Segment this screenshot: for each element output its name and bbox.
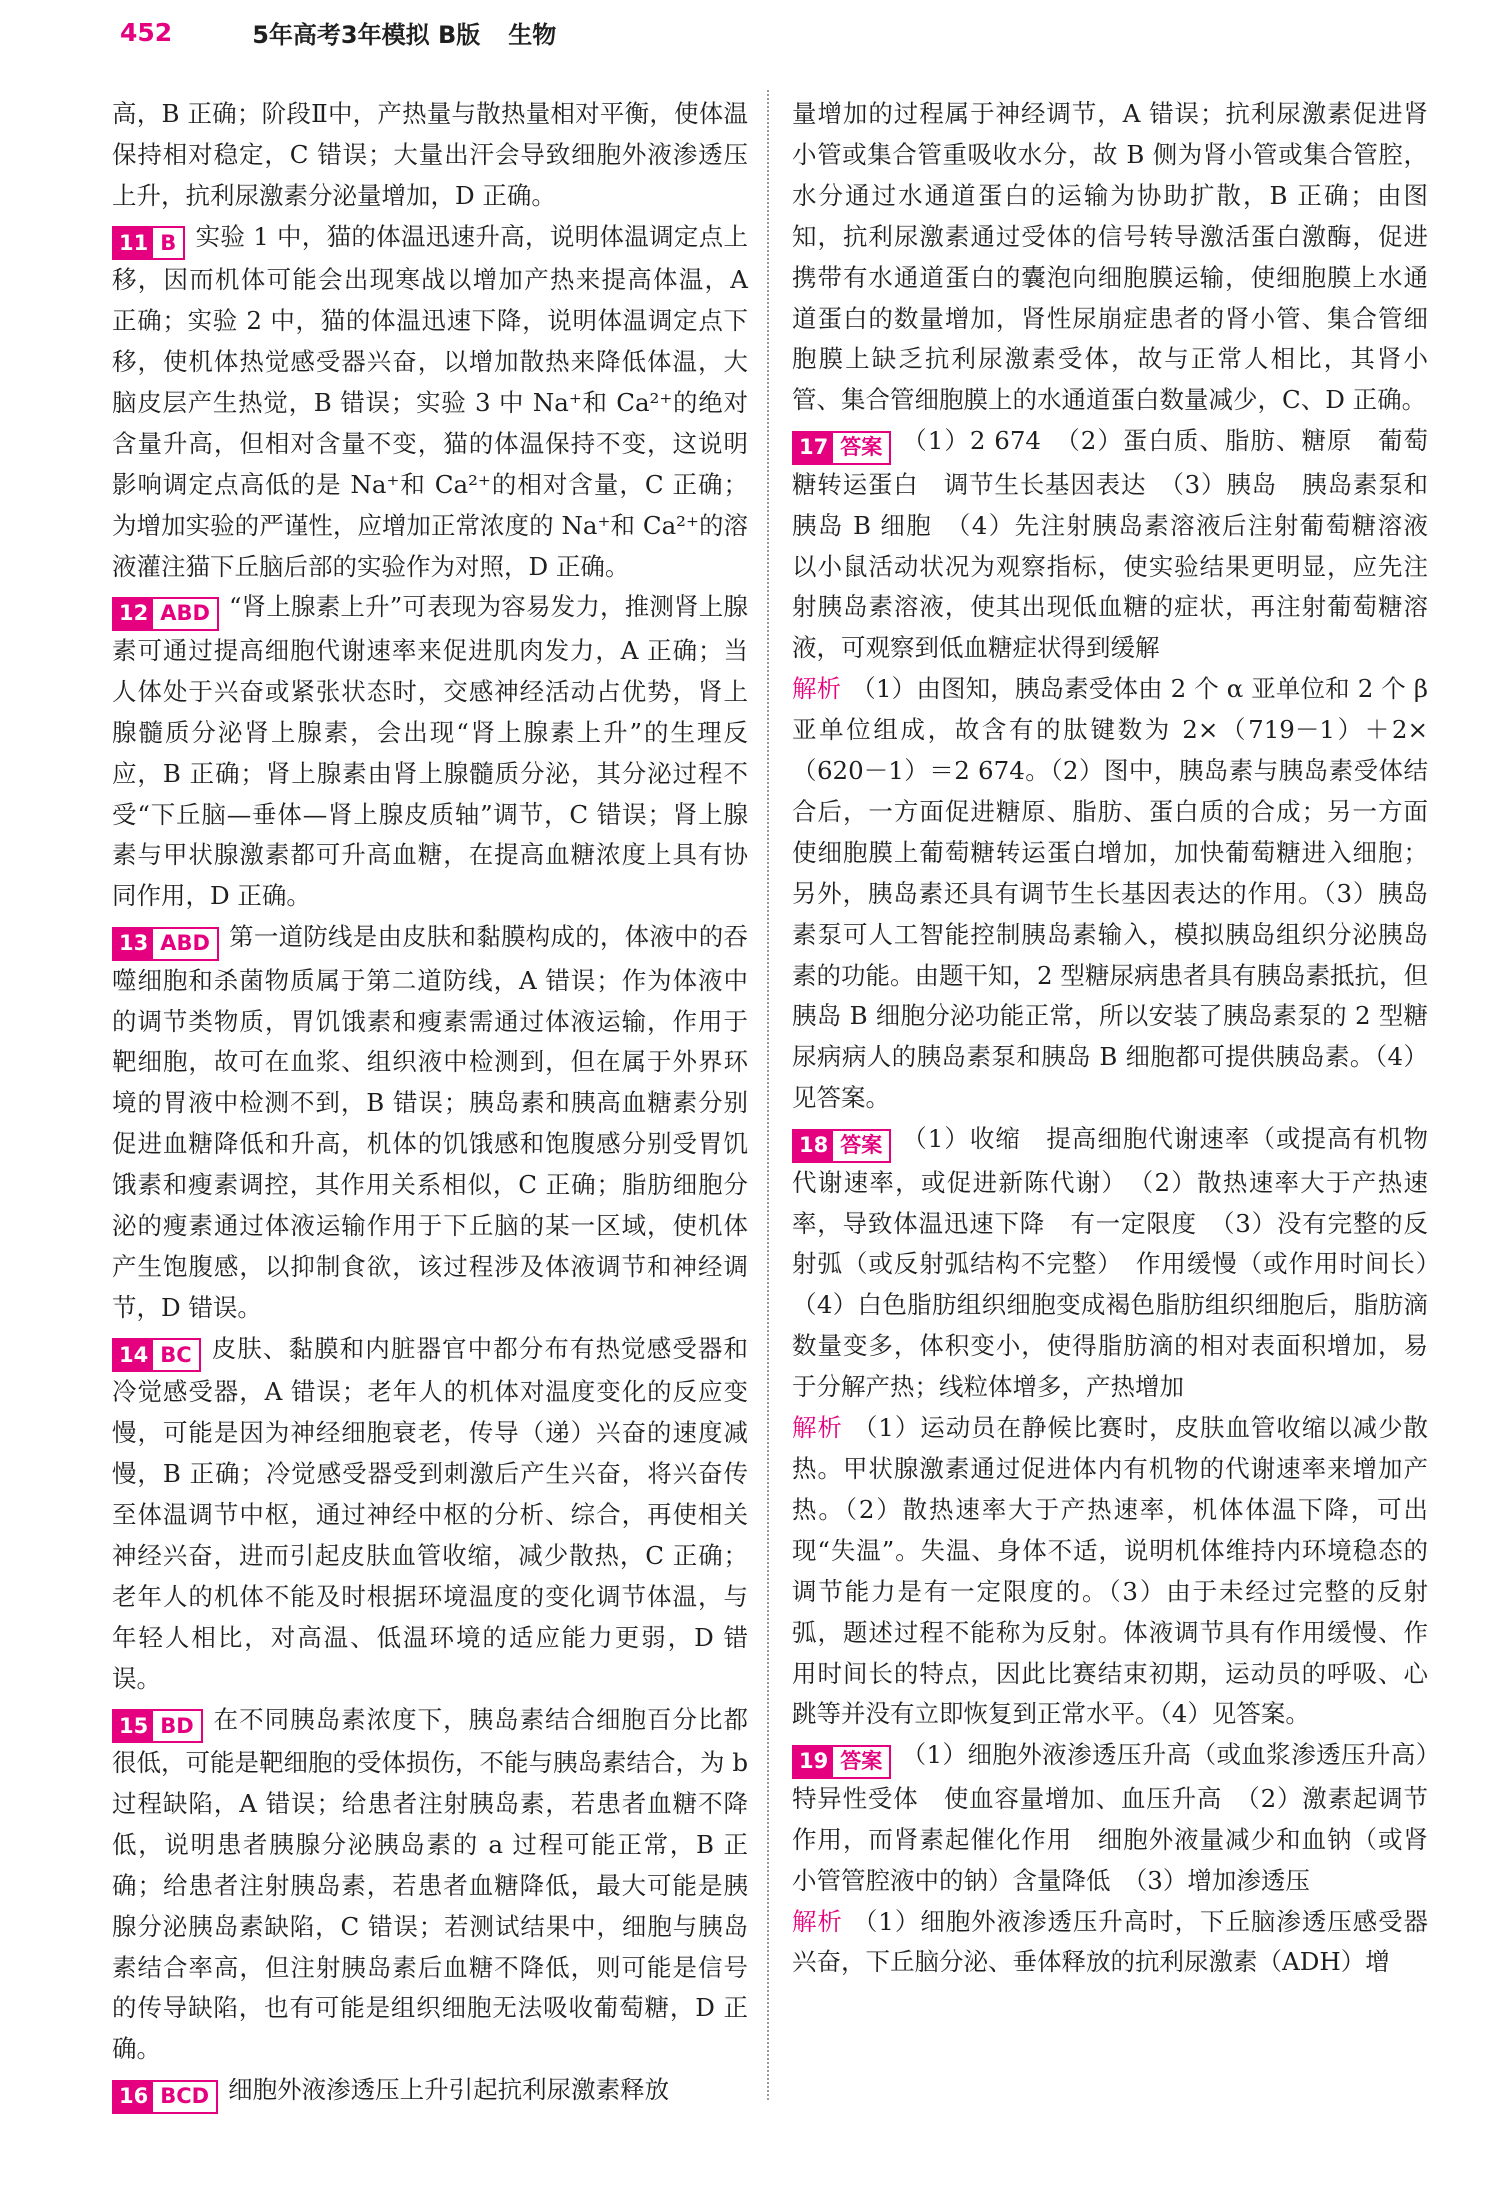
question-number: 12 (114, 599, 153, 629)
question-badge (112, 1338, 201, 1372)
question-badge (112, 927, 219, 961)
answer-text: （1）2 674 （2）蛋白质、脂肪、糖原 葡萄糖转运蛋白 调节生长基因表达 （3）胰岛 胰岛素泵和胰岛 B 细胞 （4）先注射胰岛素溶液后注射葡萄糖溶液 以小鼠活动状况为观察指标，使实验结果更明显，应先注射胰岛素溶液，使其出现低血糖的症状，再注射葡萄糖溶液，可观察到低血糖症状得到缓解 (792, 426, 1453, 663)
answer-label: 答案 (833, 1131, 889, 1161)
analysis-text: （1）细胞外液渗透压升高时，下丘脑渗透压感受器兴奋，下丘脑分泌、垂体释放的抗利尿激素（ADH）增 (792, 1906, 1428, 1977)
answer-item-19 (792, 1735, 1453, 1901)
question-number: 18 (794, 1131, 833, 1161)
book-title: 5年高考3年模拟 B版 (252, 20, 481, 49)
answer-key: BCD (153, 2082, 216, 2112)
answer-item-12 (112, 587, 748, 917)
answer-item-11 (112, 217, 748, 588)
subject-title: 生物 (508, 20, 557, 49)
explanation-text: 在不同胰岛素浓度下，胰岛素结合细胞百分比都很低，可能是靶细胞的受体损伤，不能与胰岛素结合，为 b 过程缺陷，A 错误；给患者注射胰岛素，若患者血糖不降低，说明患者胰腺分泌胰岛素的 a 过程可能正常，B 正确；给患者注射胰岛素，若患者血糖降低，最大可能是胰腺分泌胰岛素缺陷，C 错误；若测试结果中，细胞与胰岛素结合率高，但注射胰岛素后血糖不降低，则可能是信号的传导缺陷，也有可能是组织细胞无法吸收葡萄糖，D 正确。 (112, 1704, 748, 2064)
analysis-18 (792, 1408, 1428, 1735)
question-badge (792, 1745, 891, 1779)
analysis-19 (792, 1902, 1428, 1984)
question-badge (112, 1709, 203, 1743)
explanation-text: “肾上腺素上升”可表现为容易发力，推测肾上腺素可通过提高细胞代谢速率来促进肌肉发力，A 正确；当人体处于兴奋或紧张状态时，交感神经活动占优势，肾上腺髓质分泌肾上腺素，会出现“肾上腺素上升”的生理反应，B 正确；肾上腺素由肾上腺髓质分泌，其分泌过程不受“下丘脑—垂体—肾上腺皮质轴”调节，C 错误；肾上腺素与甲状腺激素都可升高血糖，在提高血糖浓度上具有协同作用，D 正确。 (112, 592, 748, 911)
answer-key: BD (153, 1711, 200, 1741)
question-badge (112, 2080, 218, 2114)
continued-paragraph: 量增加的过程属于神经调节，A 错误；抗利尿激素促进肾小管或集合管重吸收水分，故 B 侧为肾小管或集合管腔，水分通过水通道蛋白的运输为协助扩散，B 正确；由图知，抗利尿激素通过受体的信号转导激活蛋白激酶，促进携带有水通道蛋白的囊泡向细胞膜运输，使细胞膜上水通道蛋白的数量增加，肾性尿崩症患者的肾小管、集合管细胞膜上缺乏抗利尿激素受体，故与正常人相比，其肾小管、集合管细胞膜上的水通道蛋白数量减少，C、D 正确。 (792, 99, 1428, 415)
answer-text: （1）收缩 提高细胞代谢速率（或提高有机物代谢速率，或促进新陈代谢） （2）散热速率大于产热速率，导致体温迅速下降 有一定限度 （3）没有完整的反射弧（或反射弧结构不完整） 作用缓慢（或作用时间长） （4）白色脂肪组织细胞变成褐色脂肪组织细胞后，脂肪滴数量变多，体积变小，使得脂肪滴的相对表面积增加，易于分解产热；线粒体增多，产热增加 (792, 1124, 1453, 1402)
analysis-text: （1）由图知，胰岛素受体由 2 个 α 亚单位和 2 个 β 亚单位组成，故含有的肽键数为 2×（719－1）＋2×（620－1）＝2 674。（2）图中，胰岛素与胰岛素受体结合后，一方面促进糖原、脂肪、蛋白质的合成；另一方面使细胞膜上葡萄糖转运蛋白增加，加快葡萄糖进入细胞；另外，胰岛素还具有调节生长基因表达的作用。（3）胰岛素泵可人工智能控制胰岛素输入，模拟胰岛组织分泌胰岛素的功能。由题干知，2 型糖尿病患者具有胰岛素抵抗，但胰岛 B 细胞分泌功能正常，所以安装了胰岛素泵的 2 型糖尿病病人的胰岛素泵和胰岛 B 细胞都可提供胰岛素。（4）见答案。 (792, 674, 1428, 1113)
continued-paragraph: 高，B 正确；阶段Ⅱ中，产热量与散热量相对平衡，使体温保持相对稳定，C 错误；大量出汗会导致细胞外液渗透压上升，抗利尿激素分泌量增加，D 正确。 (112, 99, 748, 210)
answer-item-18 (792, 1119, 1453, 1408)
answer-label: 答案 (833, 1747, 889, 1777)
analysis-label: 解析 (792, 674, 842, 704)
answer-item-17 (792, 421, 1453, 669)
answer-key: B (153, 228, 183, 258)
question-badge (792, 1129, 891, 1163)
analysis-label: 解析 (792, 1413, 843, 1443)
question-number: 19 (794, 1747, 833, 1777)
answer-key: ABD (153, 599, 217, 629)
analysis-17 (792, 669, 1428, 1119)
answer-key: ABD (153, 929, 217, 959)
explanation-text: 实验 1 中，猫的体温迅速升高，说明体温调定点上移，因而机体可能会出现寒战以增加产热来提高体温，A 正确；实验 2 中，猫的体温迅速下降，说明体温调定点下移，使机体热觉感受器兴奋，以增加散热来降低体温，大脑皮层产生热觉，B 错误；实验 3 中 Na⁺和 Ca²⁺的绝对含量升高，但相对含量不变，猫的体温保持不变，这说明影响调定点高低的是 Na⁺和 Ca²⁺的相对含量，C 正确；为增加实验的严谨性，应增加正常浓度的 Na⁺和 Ca²⁺的溶液灌注猫下丘脑后部的实验作为对照，D 正确。 (112, 221, 748, 581)
question-badge (112, 226, 185, 260)
question-badge (792, 431, 891, 465)
question-number: 17 (794, 433, 833, 463)
analysis-label: 解析 (792, 1906, 843, 1936)
question-number: 15 (114, 1711, 153, 1741)
page-number: 452 (120, 17, 173, 47)
question-number: 11 (114, 228, 153, 258)
question-number: 16 (114, 2082, 153, 2112)
left-column (112, 94, 748, 2114)
answer-label: 答案 (833, 433, 889, 463)
question-number: 13 (114, 929, 153, 959)
answer-item-15 (112, 1700, 748, 2071)
answer-key: BC (153, 1340, 198, 1370)
analysis-text: （1）运动员在静候比赛时，皮肤血管收缩以减少散热。甲状腺激素通过促进体内有机物的代谢速率来增加产热。（2）散热速率大于产热速率，机体体温下降，可出现“失温”。失温、身体不适，说明机体维持内环境稳态的调节能力是有一定限度的。（3）由于未经过完整的反射弧，题述过程不能称为反射。体液调节具有作用缓慢、作用时间长的特点，因此比赛结束初期，运动员的呼吸、心跳等并没有立即恢复到正常水平。（4）见答案。 (792, 1413, 1428, 1729)
answer-text: （1）细胞外液渗透压升高（或血浆渗透压升高） 特异性受体 使血容量增加、血压升高 （2）激素起调节作用，而肾素起催化作用 细胞外液量减少和血钠（或肾小管管腔液中的钠）含量降低 （3）增加渗透压 (792, 1740, 1453, 1895)
column-divider (767, 90, 769, 2100)
question-number: 14 (114, 1340, 153, 1370)
question-badge (112, 597, 219, 631)
answer-item-16 (112, 2070, 748, 2113)
answer-item-13 (112, 917, 748, 1329)
answer-item-14 (112, 1329, 748, 1700)
explanation-text: 细胞外液渗透压上升引起抗利尿激素释放 (228, 2075, 670, 2105)
page-header (120, 10, 556, 54)
explanation-text: 第一道防线是由皮肤和黏膜构成的，体液中的吞噬细胞和杀菌物质属于第二道防线，A 错误；作为体液中的调节类物质，胃饥饿素和瘦素需通过体液运输，作用于靶细胞，故可在血浆、组织液中检测到，但在属于外界环境的胃液中检测不到，B 错误；胰岛素和胰高血糖素分别促进血糖降低和升高，机体的饥饿感和饱腹感分别受胃饥饿素和瘦素调控，其作用关系相似，C 正确；脂肪细胞分泌的瘦素通过体液运输作用于下丘脑的某一区域，使机体产生饱腹感，以抑制食欲，该过程涉及体液调节和神经调节，D 错误。 (112, 922, 748, 1322)
right-column (792, 94, 1453, 1983)
explanation-text: 皮肤、黏膜和内脏器官中都分布有热觉感受器和冷觉感受器，A 错误；老年人的机体对温度变化的反应变慢，可能是因为神经细胞衰老，传导（递）兴奋的速度减慢，B 正确；冷觉感受器受到刺激后产生兴奋，将兴奋传至体温调节中枢，通过神经中枢的分析、综合，再使相关神经兴奋，进而引起皮肤血管收缩，减少散热，C 正确；老年人的机体不能及时根据环境温度的变化调节体温，与年轻人相比，对高温、低温环境的适应能力更弱，D 错误。 (112, 1333, 748, 1693)
